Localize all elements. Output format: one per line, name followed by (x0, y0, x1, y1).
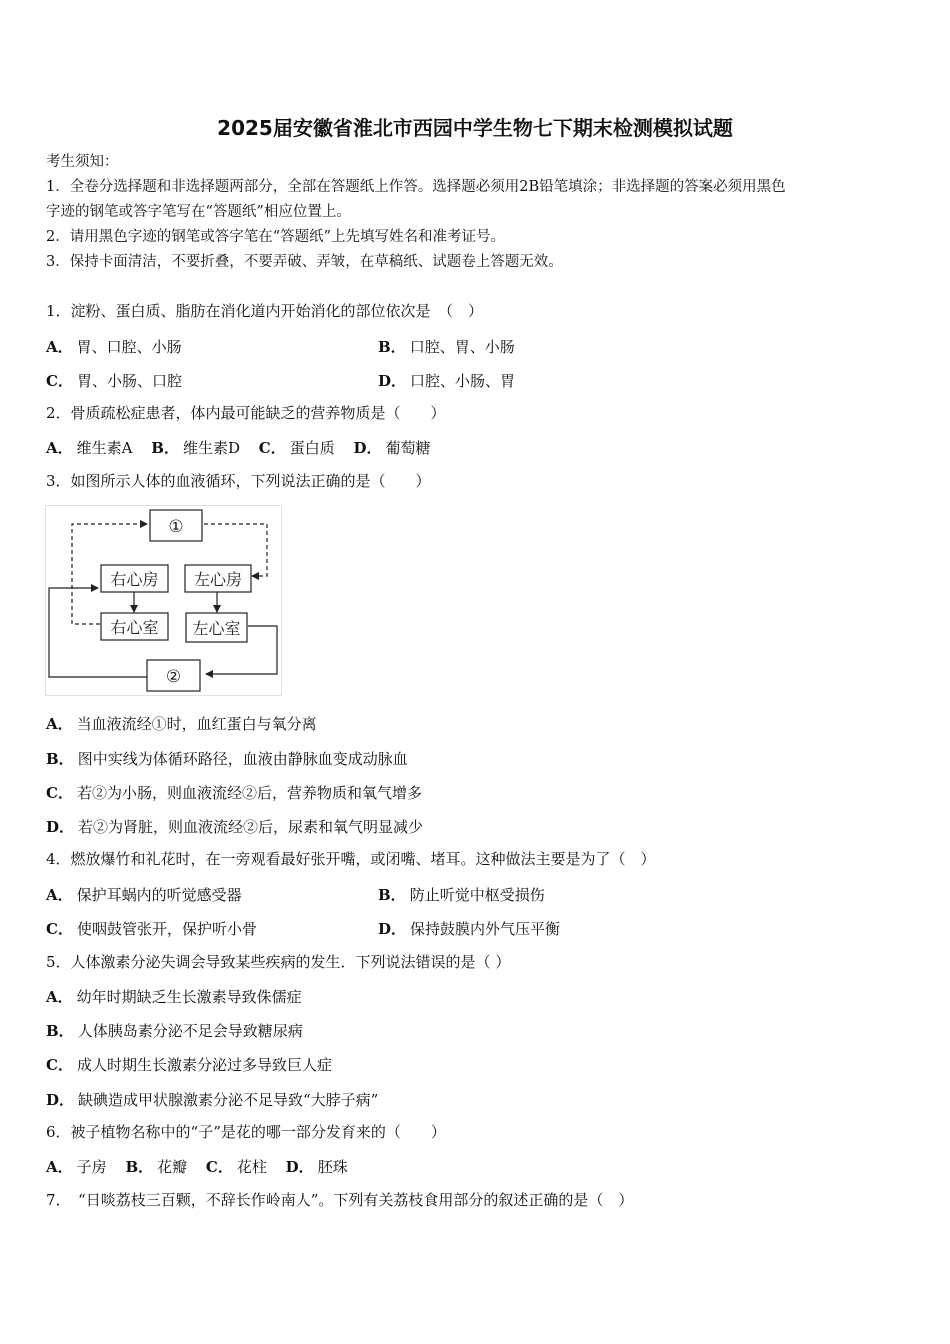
q6-option-c[interactable] (206, 1158, 267, 1176)
option-text: 胃、小肠、口腔 (76, 372, 182, 390)
option-label: C． (46, 372, 73, 390)
q2-option-a[interactable] (46, 439, 132, 457)
notice-line-3: 3．保持卡面清洁，不要折叠，不要弄破、弄皱，在草稿纸、试题卷上答题无效。 (46, 254, 563, 270)
option-label: A． (46, 988, 73, 1006)
option-text: 蛋白质 (289, 439, 335, 457)
option-label: D． (378, 372, 407, 390)
notice-line-1a: 1．全卷分选择题和非选择题两部分，全部在答题纸上作答。选择题必须用2B铅笔填涂；非选择题的答案必须用黑色 (46, 179, 786, 195)
q5-option-a[interactable] (46, 986, 302, 1007)
option-text: 幼年时期缺乏生长激素导致侏儒症 (76, 988, 302, 1006)
q6-option-a[interactable] (46, 1158, 107, 1176)
q2-options (46, 437, 445, 458)
page-title: 2025届安徽省淮北市西园中学生物七下期末检测模拟试题 (217, 116, 733, 140)
q3-option-d[interactable] (46, 816, 423, 837)
q6-option-d[interactable] (286, 1158, 348, 1176)
blood-circulation-diagram (45, 505, 282, 696)
option-label: A． (46, 886, 73, 904)
option-label: B． (151, 439, 179, 457)
q4-option-b[interactable] (378, 884, 545, 905)
notice-line-2: 2．请用黑色字迹的钢笔或答字笔在“答题纸”上先填写姓名和准考证号。 (46, 229, 506, 245)
left-atrium-label: 左心房 (193, 570, 243, 589)
option-text: 当血液流经①时，血红蛋白与氧分离 (76, 715, 317, 733)
option-label: D． (46, 1091, 75, 1109)
notice-line-1b: 字迹的钢笔或答字笔写在“答题纸”相应位置上。 (46, 204, 351, 220)
q5-option-b[interactable] (46, 1020, 303, 1041)
q5-stem: 5．人体激素分泌失调会导致某些疾病的发生．下列说法错误的是（ ） (46, 953, 511, 971)
option-label: A． (46, 439, 73, 457)
option-text: 人体胰岛素分泌不足会导致糖尿病 (77, 1022, 303, 1040)
option-text: 维生素A (76, 439, 133, 457)
option-label: D． (285, 1158, 314, 1176)
option-text: 葡萄糖 (385, 439, 431, 457)
option-label: C． (46, 1056, 73, 1074)
option-text: 胃、口腔、小肠 (76, 338, 182, 356)
option-label: D． (378, 920, 407, 938)
q1-option-c[interactable] (46, 370, 182, 391)
q6-options (46, 1156, 362, 1177)
option-label: A． (46, 1158, 73, 1176)
option-text: 花柱 (236, 1158, 267, 1176)
option-label: B． (46, 1022, 74, 1040)
option-text: 花瓣 (157, 1158, 188, 1176)
option-text: 子房 (76, 1158, 107, 1176)
option-label: A． (46, 715, 73, 733)
option-text: 缺碘造成甲状腺激素分泌不足导致“大脖子病” (78, 1091, 379, 1109)
q3-stem: 3．如图所示人体的血液循环，下列说法正确的是（ ） (46, 472, 431, 490)
q1-stem: 1．淀粉、蛋白质、脂肪在消化道内开始消化的部位依次是 （ ） (46, 302, 484, 320)
option-label: D． (353, 439, 382, 457)
left-ventricle-label: 左心室 (192, 619, 241, 638)
option-label: B． (46, 750, 74, 768)
q3-option-b[interactable] (46, 748, 408, 769)
q2-option-c[interactable] (259, 439, 335, 457)
option-text: 保持鼓膜内外气压平衡 (410, 920, 561, 938)
option-text: 胚珠 (317, 1158, 348, 1176)
option-text: 维生素D (182, 439, 240, 457)
q3-option-a[interactable] (46, 713, 317, 734)
option-label: A． (46, 338, 73, 356)
option-text: 防止听觉中枢受损伤 (409, 886, 545, 904)
option-text: 图中实线为体循环路径，血液由静脉血变成动脉血 (77, 750, 408, 768)
q2-option-d[interactable] (354, 439, 431, 457)
q7-stem: 7． “日啖荔枝三百颗，不辞长作岭南人”。下列有关荔枝食用部分的叙述正确的是（ ） (46, 1191, 634, 1209)
right-ventricle-label: 右心室 (110, 618, 159, 637)
option-text: 若②为小肠，则血液流经②后，营养物质和氧气增多 (76, 784, 422, 802)
q5-option-d[interactable] (46, 1089, 378, 1110)
option-text: 口腔、小肠、胃 (410, 372, 516, 390)
q3-option-c[interactable] (46, 782, 422, 803)
right-atrium-label: 右心房 (110, 570, 159, 589)
option-text: 使咽鼓管张开，保护听小骨 (76, 920, 257, 938)
q4-stem: 4．燃放爆竹和礼花时，在一旁观看最好张开嘴，或闭嘴、堵耳。这种做法主要是为了（ ） (46, 850, 656, 868)
node-2-label: ② (165, 667, 182, 687)
q4-option-d[interactable] (378, 918, 560, 939)
option-label: B． (378, 338, 406, 356)
option-label: C． (46, 920, 73, 938)
q5-option-c[interactable] (46, 1054, 332, 1075)
q6-stem: 6．被子植物名称中的“子”是花的哪一部分发育来的（ ） (46, 1123, 446, 1141)
q2-stem: 2．骨质疏松症患者，体内最可能缺乏的营养物质是（ ） (46, 404, 446, 422)
q4-option-c[interactable] (46, 918, 257, 939)
option-label: C． (258, 439, 286, 457)
node-1-label: ① (168, 517, 184, 537)
option-label: B． (125, 1158, 154, 1176)
option-text: 口腔、胃、小肠 (409, 338, 515, 356)
q1-option-d[interactable] (378, 370, 515, 391)
q4-option-a[interactable] (46, 884, 242, 905)
option-text: 成人时期生长激素分泌过多导致巨人症 (76, 1056, 332, 1074)
q1-option-b[interactable] (378, 336, 515, 357)
option-text: 保护耳蜗内的听觉感受器 (76, 886, 242, 904)
option-text: 若②为肾脏，则血液流经②后，尿素和氧气明显减少 (78, 818, 424, 836)
option-label: D． (46, 818, 75, 836)
option-label: B． (378, 886, 406, 904)
q6-option-b[interactable] (125, 1158, 187, 1176)
q2-option-b[interactable] (151, 439, 240, 457)
notice-heading: 考生须知： (46, 154, 119, 170)
option-label: C． (205, 1158, 233, 1176)
option-label: C． (46, 784, 73, 802)
q1-option-a[interactable] (46, 336, 182, 357)
